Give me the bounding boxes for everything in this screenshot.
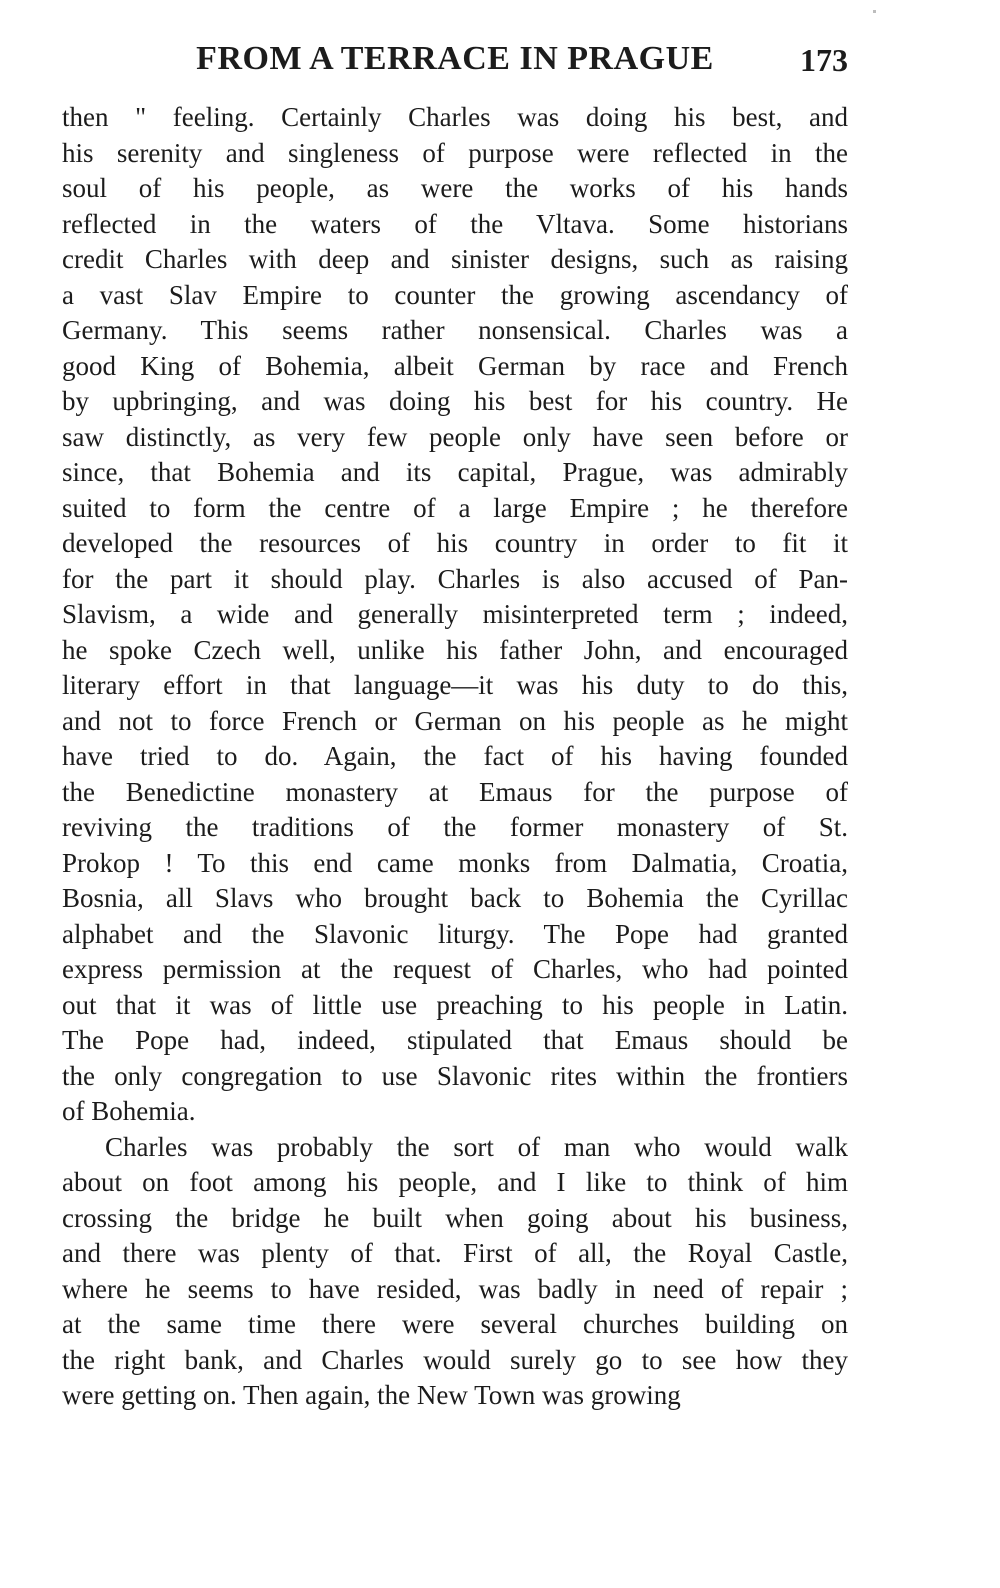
text-line: the right bank, and Charles would surely go to see how they xyxy=(62,1344,848,1375)
text-line: alphabet and the Slavonic liturgy. The Pope had granted xyxy=(62,918,848,949)
page-number: 173 xyxy=(800,42,848,78)
text-line: were getting on. Then again, the New Town was growing xyxy=(62,1380,681,1410)
paragraph xyxy=(62,100,848,1130)
text-line: his serenity and singleness of purpose were reflected in the xyxy=(62,137,848,168)
text-line: he spoke Czech well, unlike his father John, and encouraged xyxy=(62,634,848,665)
text-line: soul of his people, as were the works of his hands xyxy=(62,173,848,203)
page-header xyxy=(62,40,848,90)
text-line: about on foot among his people, and I like to think of him xyxy=(62,1167,848,1197)
text-line: literary effort in that language—it was his duty to do this, xyxy=(62,670,848,700)
text-line: suited to form the centre of a large Empire ; he therefore xyxy=(62,492,848,523)
text-line: Charles was probably the sort of man who would walk xyxy=(105,1131,848,1162)
text-line: the only congregation to use Slavonic rites within the frontiers xyxy=(62,1060,848,1091)
paragraph xyxy=(62,1130,848,1414)
text-line: crossing the bridge he built when going about his business, xyxy=(62,1202,848,1233)
running-title: FROM A TERRACE IN PRAGUE xyxy=(196,40,714,77)
text-line: of Bohemia. xyxy=(62,1096,196,1126)
text-line: The Pope had, indeed, stipulated that Emaus should be xyxy=(62,1025,848,1055)
text-line: express permission at the request of Charles, who had pointed xyxy=(62,954,848,984)
body-text xyxy=(62,100,848,1414)
text-line: have tried to do. Again, the fact of his having founded xyxy=(62,741,848,771)
text-line: Slavism, a wide and generally misinterpreted term ; indeed, xyxy=(62,599,848,629)
text-line: reflected in the waters of the Vltava. Some historians xyxy=(62,208,848,239)
text-line: where he seems to have resided, was badly in need of repair ; xyxy=(62,1273,848,1304)
scan-speck xyxy=(873,10,876,13)
text-line: reviving the traditions of the former monastery of St. xyxy=(62,812,848,842)
text-line: for the part it should play. Charles is also accused of Pan- xyxy=(62,563,848,594)
text-line: and there was plenty of that. First of all, the Royal Castle, xyxy=(62,1238,848,1268)
text-line: Bosnia, all Slavs who brought back to Bohemia the Cyrillac xyxy=(62,883,848,913)
text-line: at the same time there were several churches building on xyxy=(62,1309,848,1339)
text-line: the Benedictine monastery at Emaus for the purpose of xyxy=(62,776,848,807)
text-line: and not to force French or German on his people as he might xyxy=(62,705,848,736)
text-line: saw distinctly, as very few people only have seen before or xyxy=(62,421,848,452)
text-line: credit Charles with deep and sinister designs, such as raising xyxy=(62,244,848,274)
text-line: Germany. This seems rather nonsensical. Charles was a xyxy=(62,315,848,345)
text-line: developed the resources of his country in order to fit it xyxy=(62,528,848,558)
text-line: out that it was of little use preaching to his people in Latin. xyxy=(62,989,848,1020)
text-line: Prokop ! To this end came monks from Dalmatia, Croatia, xyxy=(62,847,848,878)
text-line: good King of Bohemia, albeit German by race and French xyxy=(62,350,848,381)
text-line: a vast Slav Empire to counter the growing ascendancy of xyxy=(62,279,848,310)
text-line: by upbringing, and was doing his best for his country. He xyxy=(62,386,848,416)
text-line: since, that Bohemia and its capital, Prague, was admirably xyxy=(62,457,848,487)
text-line: then " feeling. Certainly Charles was doing his best, and xyxy=(62,102,848,132)
